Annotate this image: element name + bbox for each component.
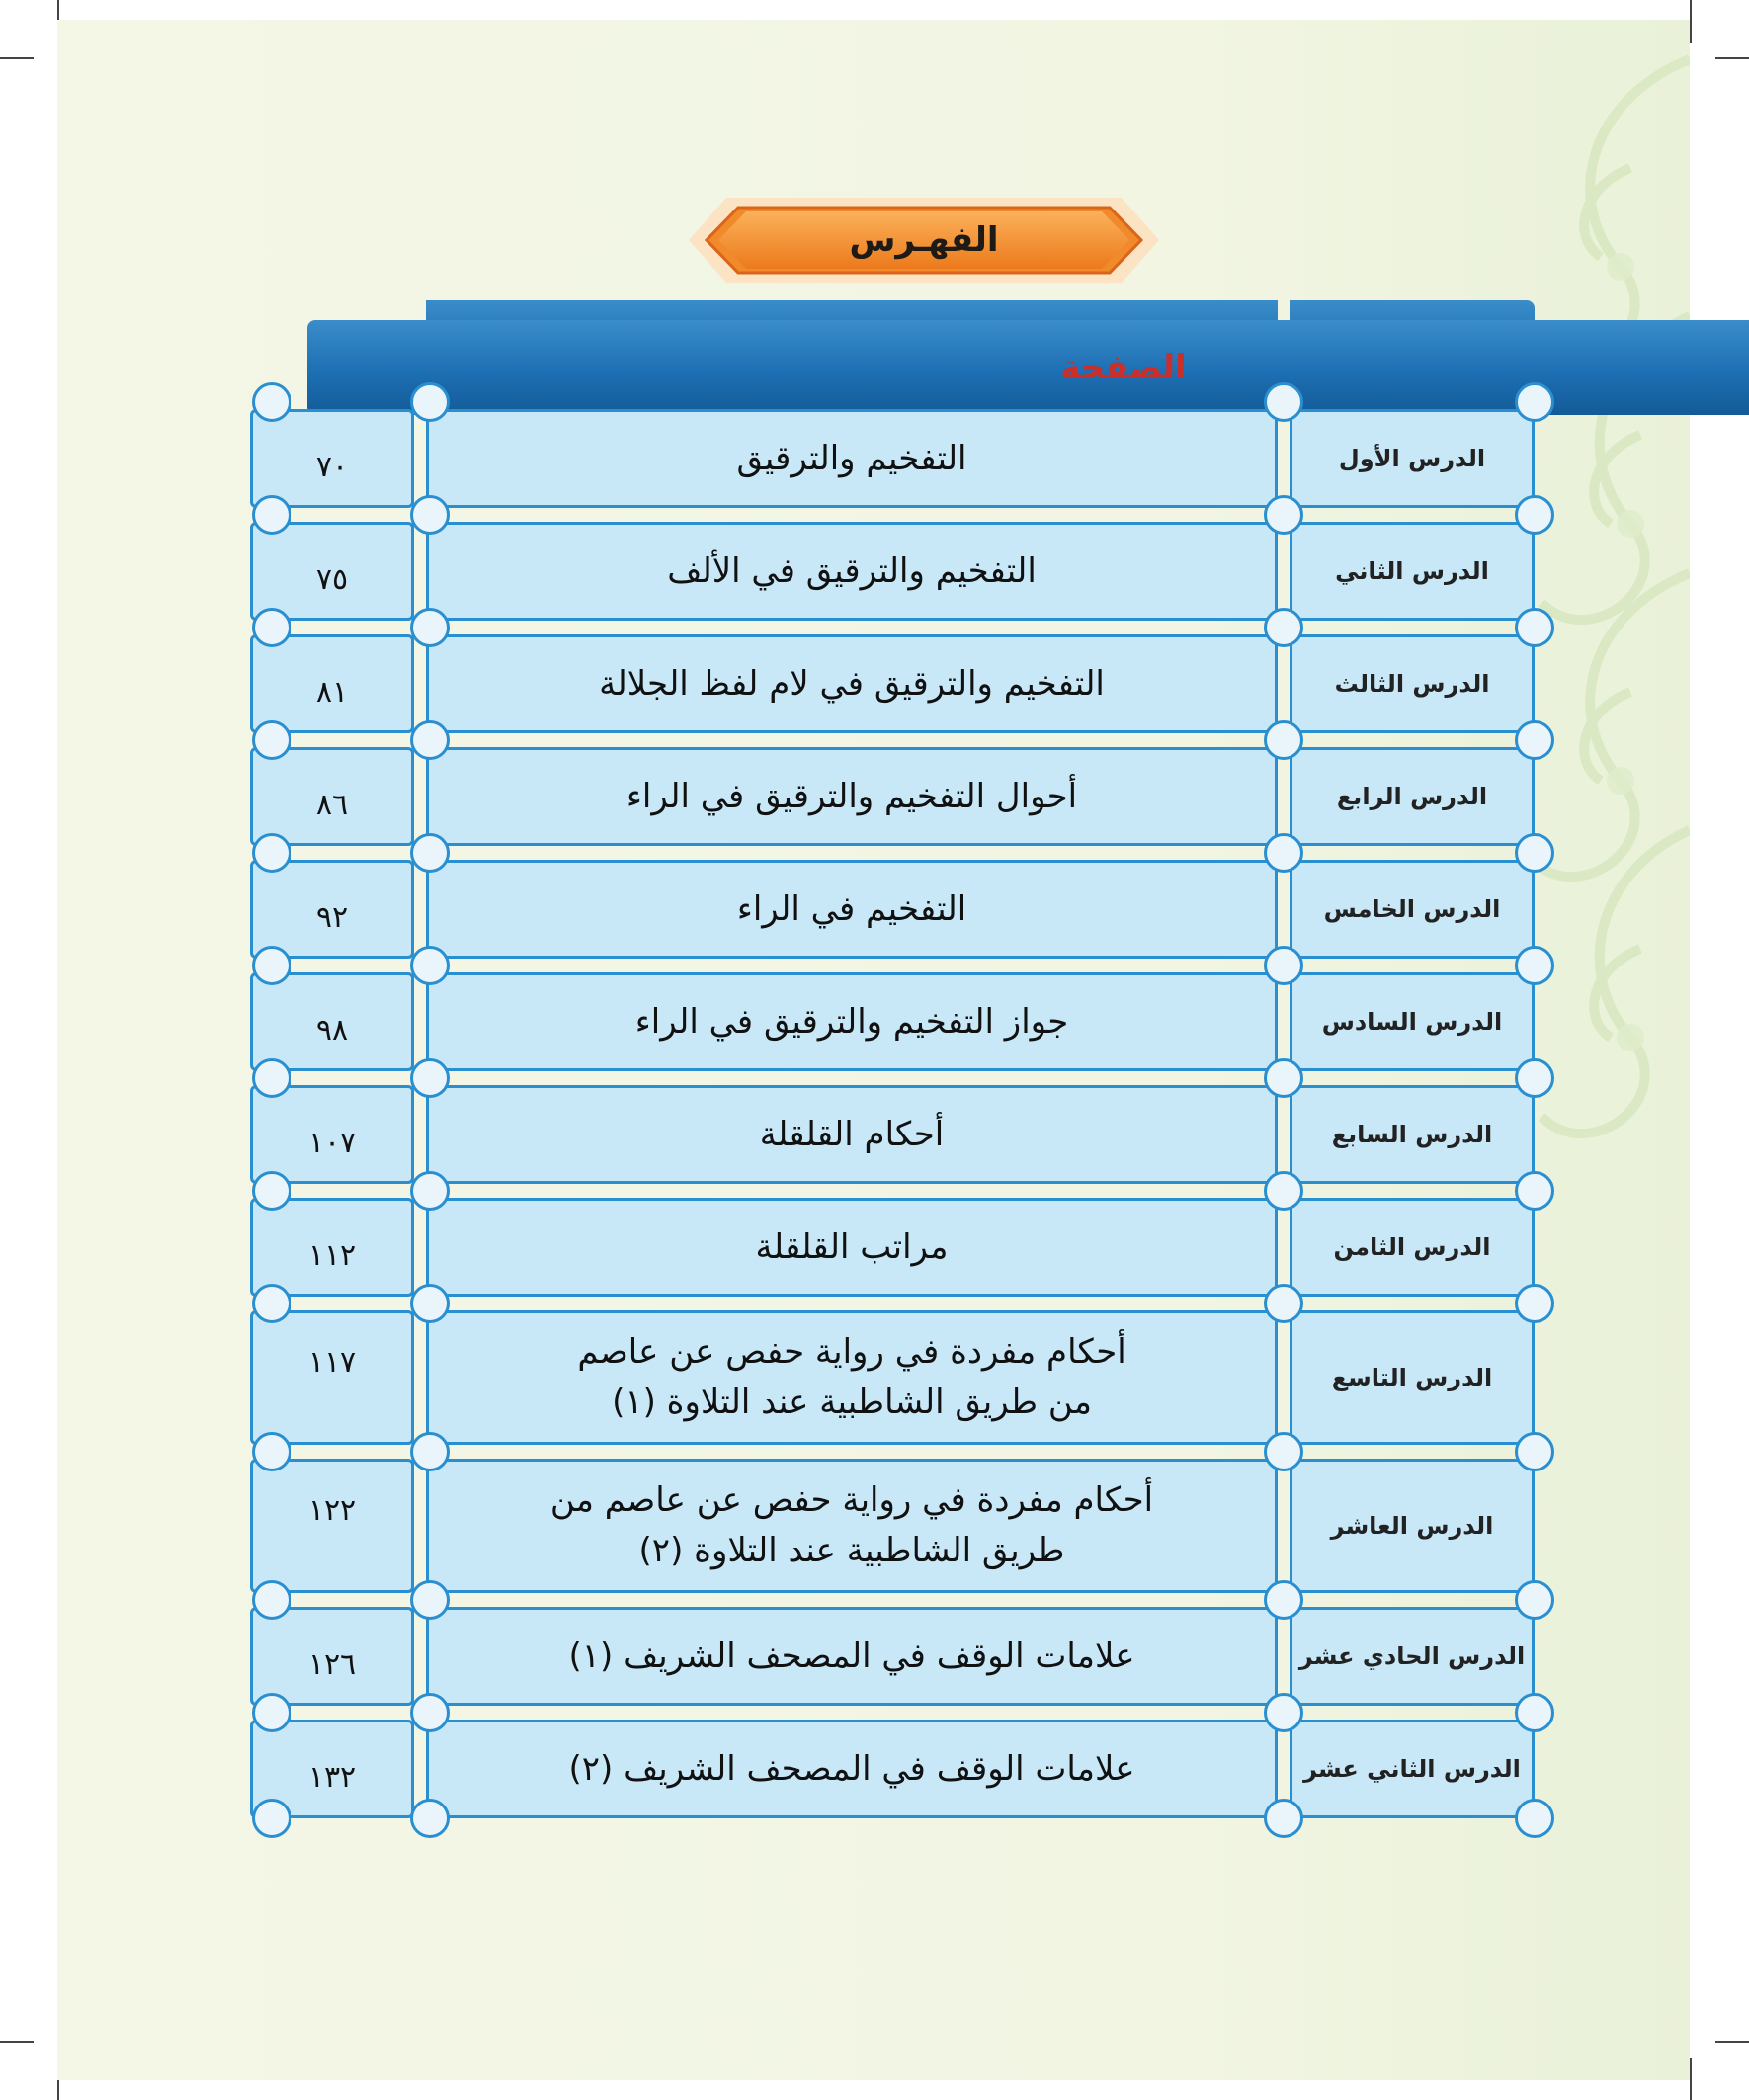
lesson-topic [426,747,1278,846]
page-number: ١٠٧ [250,1085,414,1184]
lesson-number: الدرس السادس [1290,972,1535,1071]
lesson-topic [426,409,1278,508]
title-banner [687,188,1161,293]
lesson-number: الدرس الرابع [1290,747,1535,846]
connector-knob [1264,1799,1303,1838]
table-row [250,747,1535,846]
page-number: ١٣٢ [250,1720,414,1818]
page-number: ١٢٢ [250,1459,414,1593]
crop-mark [0,57,34,59]
page-number: ٧٥ [250,522,414,621]
lesson-topic [426,1310,1278,1445]
header-page: الصفحة [307,320,1749,415]
page-number: ٩٢ [250,860,414,959]
table-row [250,409,1535,508]
lesson-number: الدرس الثامن [1290,1198,1535,1297]
crop-mark [1715,2041,1749,2043]
topic-line: مراتب القلقلة [755,1226,949,1267]
page-number: ٨١ [250,634,414,733]
connector-knob [1515,1799,1554,1838]
lesson-topic [426,1085,1278,1184]
crop-mark [1690,0,1692,43]
lesson-number: الدرس العاشر [1290,1459,1535,1593]
page-number: ١٢٦ [250,1607,414,1706]
topic-line: التفخيم والترقيق في الألف [667,550,1037,591]
crop-mark [1715,57,1749,59]
crop-mark [0,2041,34,2043]
lesson-topic [426,1459,1278,1593]
lesson-number: الدرس الثالث [1290,634,1535,733]
topic-line: التفخيم والترقيق [736,438,967,478]
table-header [250,300,1535,395]
table-body [250,409,1535,1818]
table-row [250,1607,1535,1706]
table-row [250,1459,1535,1593]
topic-line: أحكام مفردة في رواية حفص عن عاصم من [549,1480,1154,1520]
topic-line: من طريق الشاطبية عند التلاوة (١) [612,1383,1092,1422]
topic-line: أحوال التفخيم والترقيق في الراء [625,776,1078,816]
index-table [250,300,1535,1818]
topic-line: علامات الوقف في المصحف الشريف (١) [568,1636,1135,1676]
page-title: الفهـرس [849,220,999,260]
topic-line: علامات الوقف في المصحف الشريف (٢) [568,1748,1135,1789]
topic-line: طريق الشاطبية عند التلاوة (٢) [638,1531,1065,1570]
table-row [250,634,1535,733]
lesson-topic [426,860,1278,959]
topic-line: أحكام مفردة في رواية حفص عن عاصم [577,1332,1126,1372]
topic-line: التفخيم والترقيق في لام لفظ الجلالة [599,663,1105,704]
page-number: ١١٢ [250,1198,414,1297]
topic-line: أحكام القلقلة [759,1114,945,1154]
topic-line: التفخيم في الراء [736,888,967,929]
table-row [250,1085,1535,1184]
lesson-topic [426,1198,1278,1297]
lesson-number: الدرس التاسع [1290,1310,1535,1445]
page-number: ٧٠ [250,409,414,508]
connector-knob [410,1799,450,1838]
topic-line: جواز التفخيم والترقيق في الراء [634,1001,1069,1042]
lesson-number: الدرس الثاني عشر [1290,1720,1535,1818]
lesson-topic [426,1720,1278,1818]
lesson-topic [426,972,1278,1071]
page-number: ٨٦ [250,747,414,846]
table-row [250,1198,1535,1297]
table-row [250,860,1535,959]
table-row [250,972,1535,1071]
page-number: ٩٨ [250,972,414,1071]
page-number: ١١٧ [250,1310,414,1445]
lesson-number: الدرس الحادي عشر [1290,1607,1535,1706]
lesson-number: الدرس الثاني [1290,522,1535,621]
lesson-topic [426,1607,1278,1706]
lesson-number: الدرس الخامس [1290,860,1535,959]
table-row [250,1310,1535,1445]
connector-knob [252,1799,292,1838]
table-row [250,522,1535,621]
lesson-topic [426,634,1278,733]
lesson-number: الدرس السابع [1290,1085,1535,1184]
lesson-number: الدرس الأول [1290,409,1535,508]
crop-mark [1690,2058,1692,2100]
lesson-topic [426,522,1278,621]
